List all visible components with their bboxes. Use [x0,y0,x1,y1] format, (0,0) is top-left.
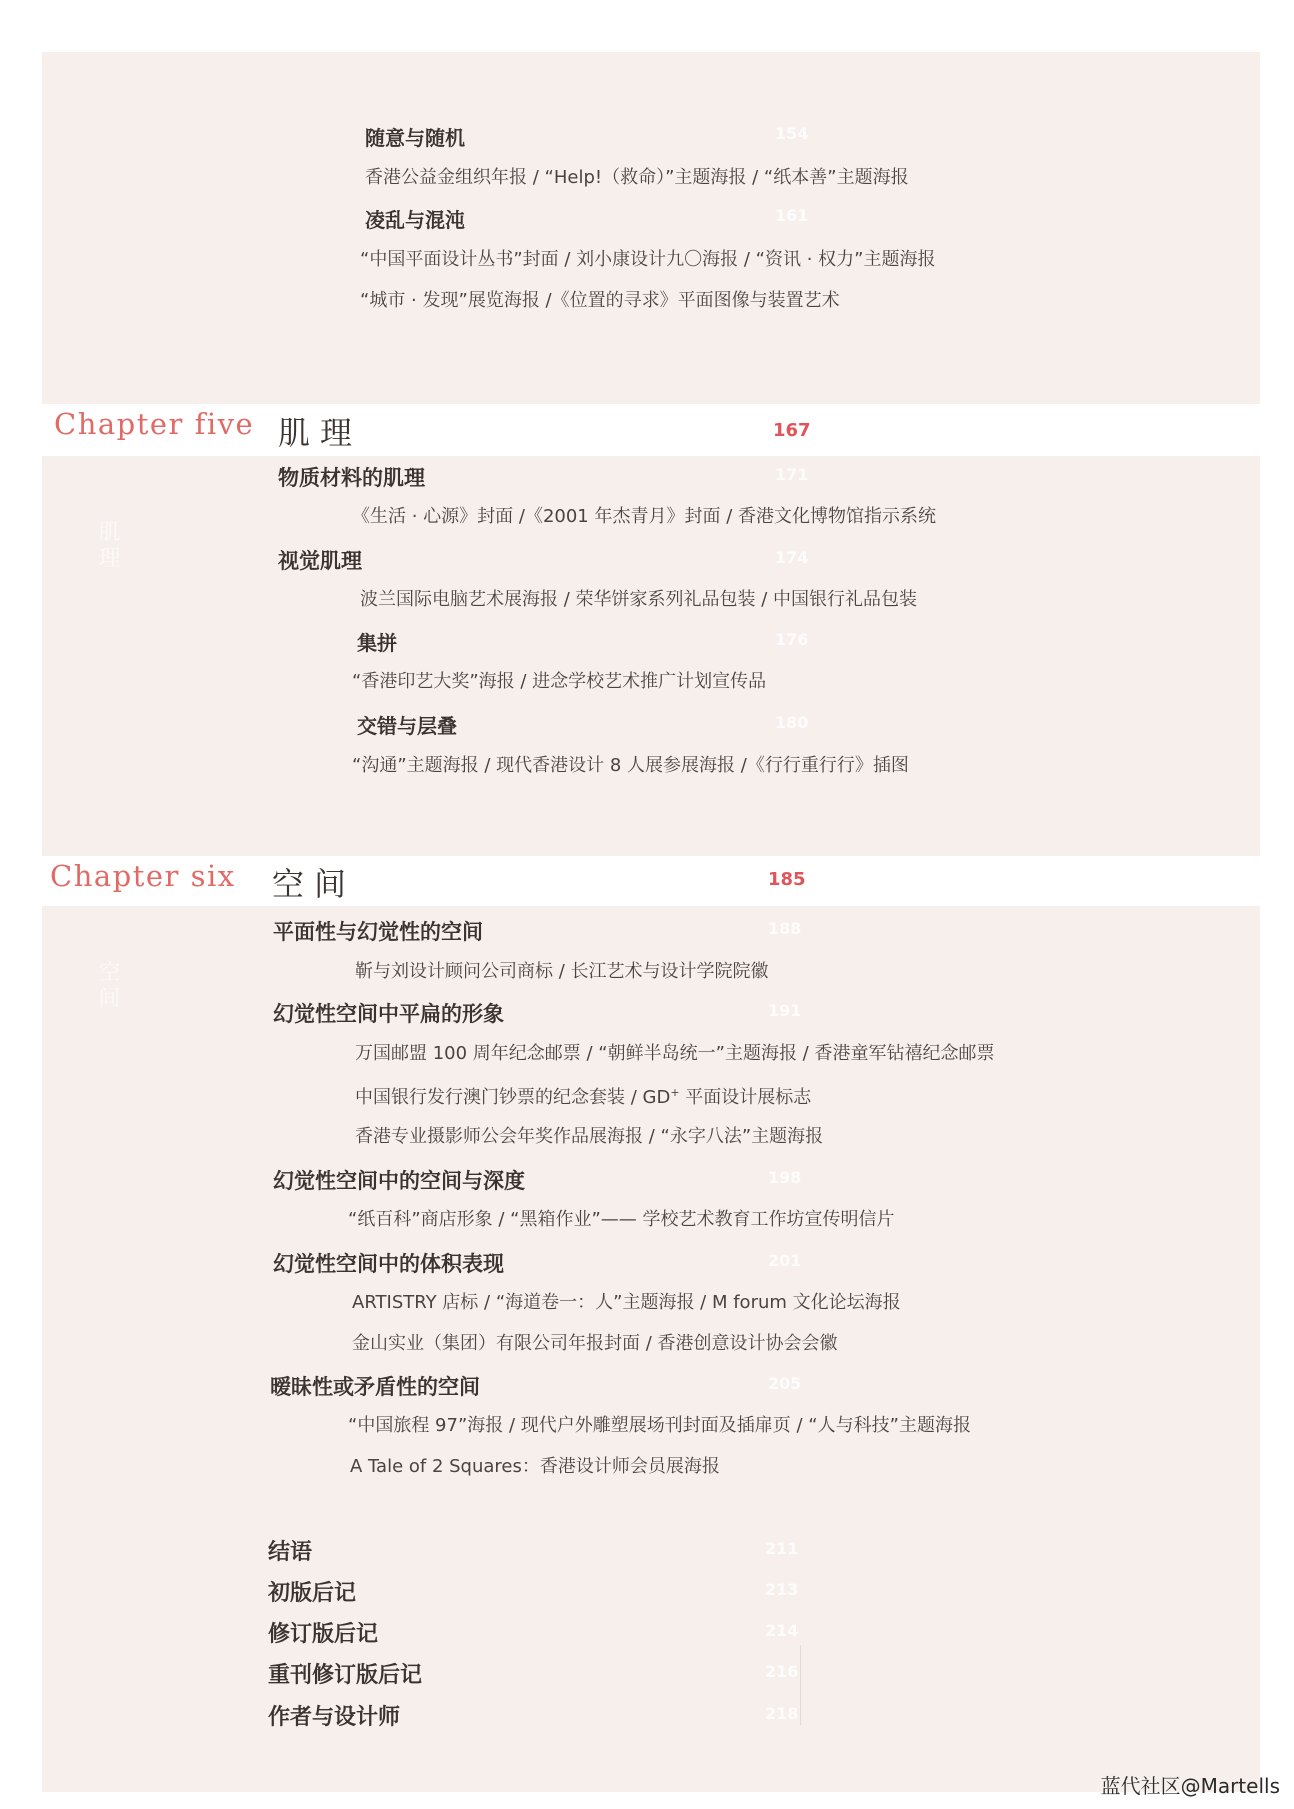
endmatter-title: 结语 [268,1539,313,1565]
section-title: 幻觉性空间中的空间与深度 [273,1168,525,1193]
section-page-number: 180 [775,713,809,732]
section-item: 金山实业（集团）有限公司年报封面 / 香港创意设计协会会徽 [352,1333,838,1354]
section-page-number: 205 [768,1374,802,1393]
section-item: 波兰国际电脑艺术展海报 / 荣华饼家系列礼品包装 / 中国银行礼品包装 [360,589,918,610]
section-item: “香港印艺大奖”海报 / 进念学校艺术推广计划宣传品 [352,671,767,692]
section-title: 视觉肌理 [278,548,362,573]
margin-decoration: 肌理 [95,520,120,572]
chapter-title: 肌理 [278,414,363,452]
margin-decoration: 空间 [95,960,120,1012]
section-title: 幻觉性空间中平扁的形象 [273,1001,504,1026]
section-page-number: 161 [775,206,809,225]
endmatter-page-number: 216 [765,1662,799,1681]
endmatter-title: 初版后记 [268,1580,357,1606]
chapter-page-number: 167 [773,420,811,441]
chapter-label: Chapter five [54,407,255,441]
endmatter-page-number: 214 [765,1621,799,1640]
intro-background [42,52,1260,404]
section-page-number: 198 [768,1168,802,1187]
superscript: + [670,1086,680,1099]
endmatter-title: 重刊修订版后记 [268,1662,423,1688]
section-item [355,1083,811,1109]
section-page-number: 176 [775,630,809,649]
section-title: 集拼 [357,631,397,655]
section-title: 交错与层叠 [357,714,457,738]
section-item: “中国平面设计丛书”封面 / 刘小康设计九〇海报 / “资讯 · 权力”主题海报 [360,249,936,270]
section-page-number: 171 [775,465,809,484]
chapter-label: Chapter six [50,859,236,893]
section-page-number: 154 [775,124,809,143]
section-item: 靳与刘设计顾问公司商标 / 长江艺术与设计学院院徽 [355,961,769,982]
section-item-tail: 平面设计展标志 [679,1087,812,1108]
section-item: “中国旅程 97”海报 / 现代户外雕塑展场刊封面及插扉页 / “人与科技”主题海报 [348,1415,971,1436]
endmatter-page-number: 218 [765,1704,799,1723]
section-item: “沟通”主题海报 / 现代香港设计 8 人展参展海报 /《行行重行行》插图 [352,755,909,776]
section-title: 暧昧性或矛盾性的空间 [270,1374,480,1399]
section-item: 万国邮盟 100 周年纪念邮票 / “朝鲜半岛统一”主题海报 / 香港童军钻禧纪念邮票 [355,1043,995,1064]
chapter-page-number: 185 [768,869,806,890]
vertical-divider [800,1645,801,1725]
section-title: 幻觉性空间中的体积表现 [273,1251,504,1276]
section-item: “城市 · 发现”展览海报 /《位置的寻求》平面图像与装置艺术 [360,290,840,311]
section-item: “纸百科”商店形象 / “黑箱作业”—— 学校艺术教育工作坊宣传明信片 [348,1209,895,1230]
section-item: 香港公益金组织年报 / “Help!（救命）”主题海报 / “纸本善”主题海报 [365,167,909,188]
section-title: 物质材料的肌理 [278,465,425,490]
chapter-title: 空间 [272,865,357,903]
section-page-number: 174 [775,548,809,567]
section-item: ARTISTRY 店标 / “海道卷一：人”主题海报 / M forum 文化论坛海报 [352,1292,901,1313]
section-item: 《生活 · 心源》封面 /《2001 年杰青月》封面 / 香港文化博物馆指示系统 [352,506,936,527]
section-page-number: 188 [768,919,802,938]
endmatter-page-number: 213 [765,1580,799,1599]
section-page-number: 191 [768,1001,802,1020]
section-title: 平面性与幻觉性的空间 [273,919,483,944]
section-page-number: 201 [768,1251,802,1270]
section-title: 凌乱与混沌 [365,208,465,232]
section-item-text: 中国银行发行澳门钞票的纪念套装 / GD [355,1087,671,1108]
section-title: 随意与随机 [365,126,465,150]
endmatter-title: 作者与设计师 [268,1704,401,1730]
endmatter-page-number: 211 [765,1539,799,1558]
watermark: 蓝代社区@Martells [1100,1774,1280,1798]
endmatter-title: 修订版后记 [268,1621,379,1647]
section-item: 香港专业摄影师公会年奖作品展海报 / “永字八法”主题海报 [355,1126,824,1147]
section-item: A Tale of 2 Squares：香港设计师会员展海报 [350,1456,720,1477]
